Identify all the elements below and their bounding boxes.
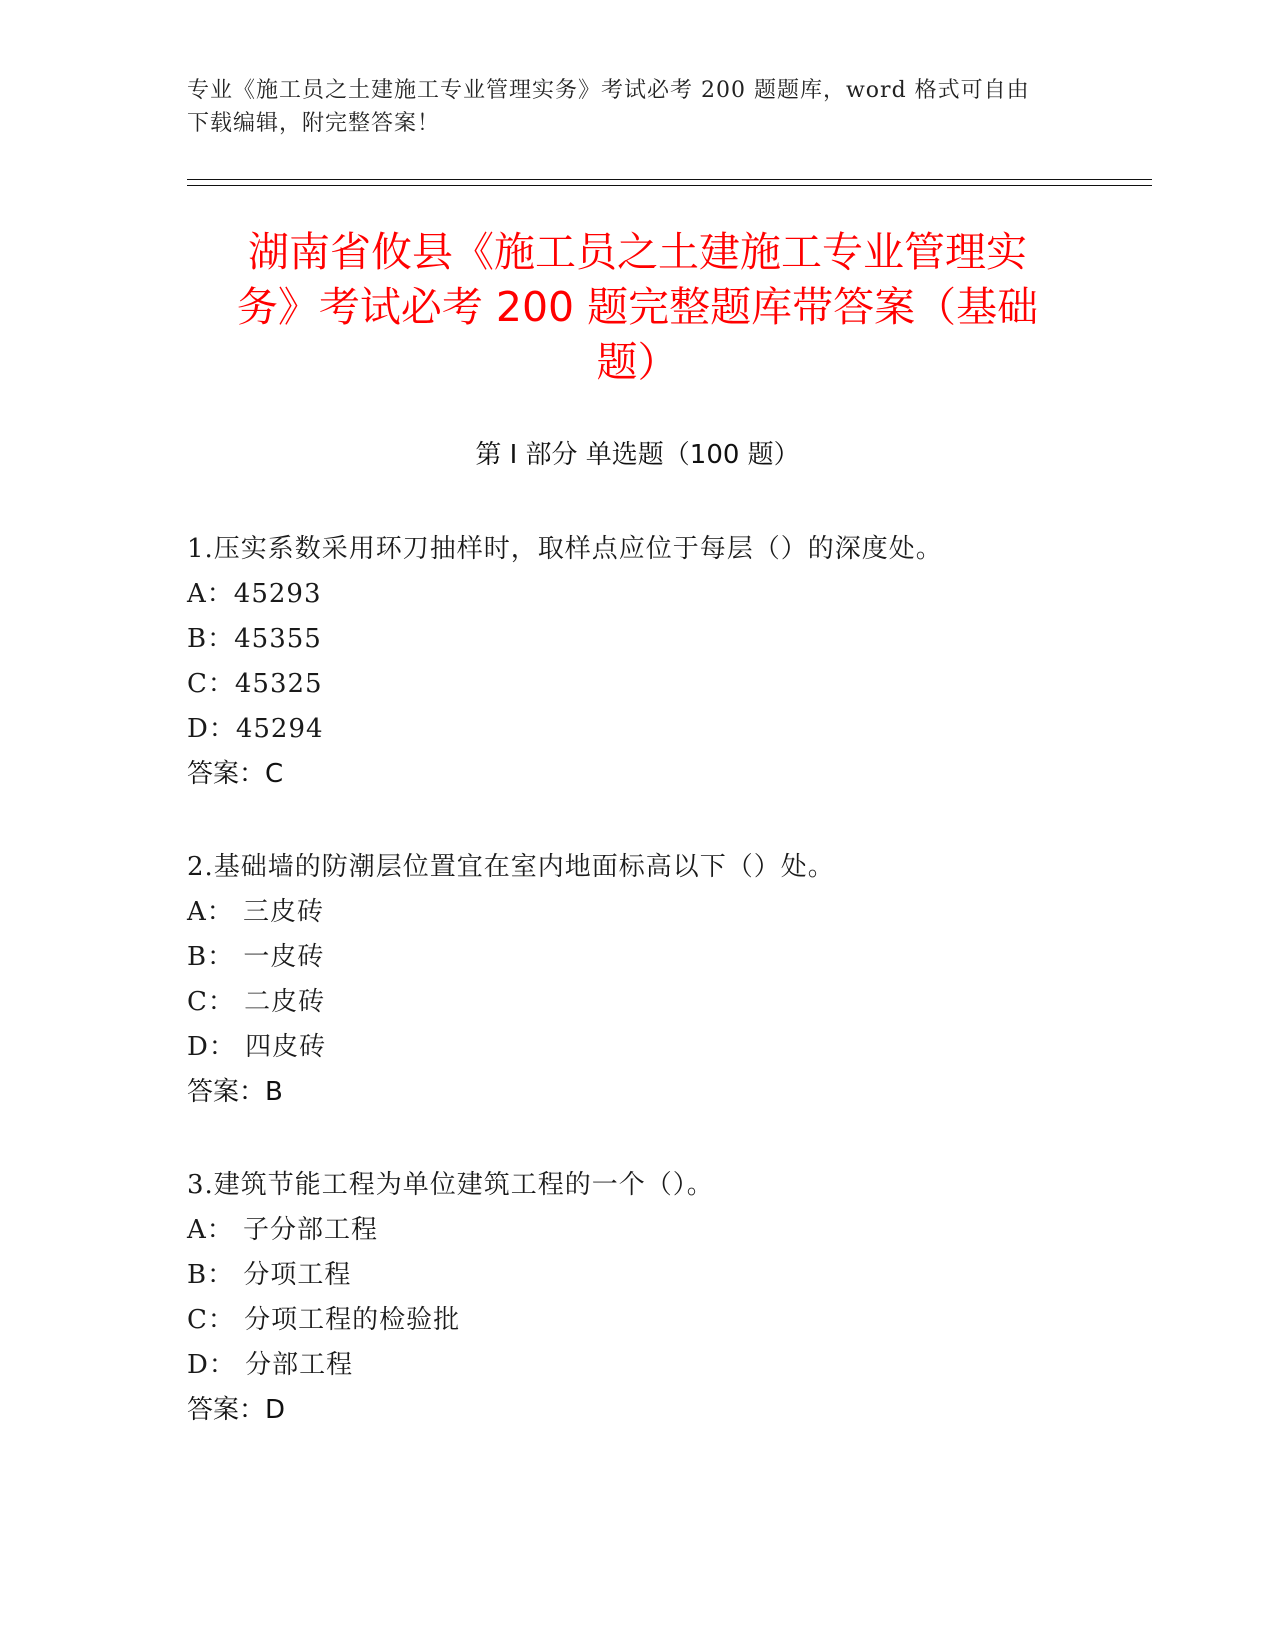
document-title-line-3: 题）: [596, 338, 679, 386]
option-c: C：45325: [187, 669, 323, 699]
answer-line: 答案：C: [187, 759, 284, 789]
header-note-line-2: 下载编辑，附完整答案！: [187, 111, 441, 136]
option-a: A：45293: [187, 579, 322, 609]
document-title: [190, 225, 1085, 390]
header-note-line-1: 专业《施工员之土建施工专业管理实务》考试必考 200 题题库，word 格式可自由: [187, 78, 1030, 103]
header-note: [187, 74, 1057, 140]
option-d: D： 分部工程: [187, 1350, 354, 1380]
option-c: C： 二皮砖: [187, 987, 326, 1017]
document-title-line-2: 务》考试必考 200 题完整题库带答案（基础: [236, 283, 1039, 331]
option-c: C： 分项工程的检验批: [187, 1305, 461, 1335]
question-stem: 1.压实系数采用环刀抽样时，取样点应位于每层（）的深度处。: [187, 534, 943, 564]
option-b: B： 一皮砖: [187, 942, 325, 972]
answer-line: 答案：B: [187, 1077, 283, 1107]
question-block: [187, 527, 1137, 797]
question-block: [187, 845, 1137, 1115]
option-b: B：45355: [187, 624, 322, 654]
header-divider-top: [187, 179, 1152, 180]
document-title-line-1: 湖南省攸县《施工员之土建施工专业管理实: [248, 228, 1027, 276]
question-stem: 3.建筑节能工程为单位建筑工程的一个（）。: [187, 1170, 714, 1200]
header-divider-bottom: [187, 185, 1152, 186]
answer-line: 答案：D: [187, 1395, 286, 1425]
option-a: A： 三皮砖: [187, 897, 325, 927]
option-d: D：45294: [187, 714, 324, 744]
section-title: 第 I 部分 单选题（100 题）: [475, 440, 800, 470]
question-stem: 2.基础墙的防潮层位置宜在室内地面标高以下（）处。: [187, 852, 835, 882]
option-a: A： 子分部工程: [187, 1215, 379, 1245]
option-b: B： 分项工程: [187, 1260, 352, 1290]
question-block: [187, 1163, 1137, 1433]
option-d: D： 四皮砖: [187, 1032, 327, 1062]
